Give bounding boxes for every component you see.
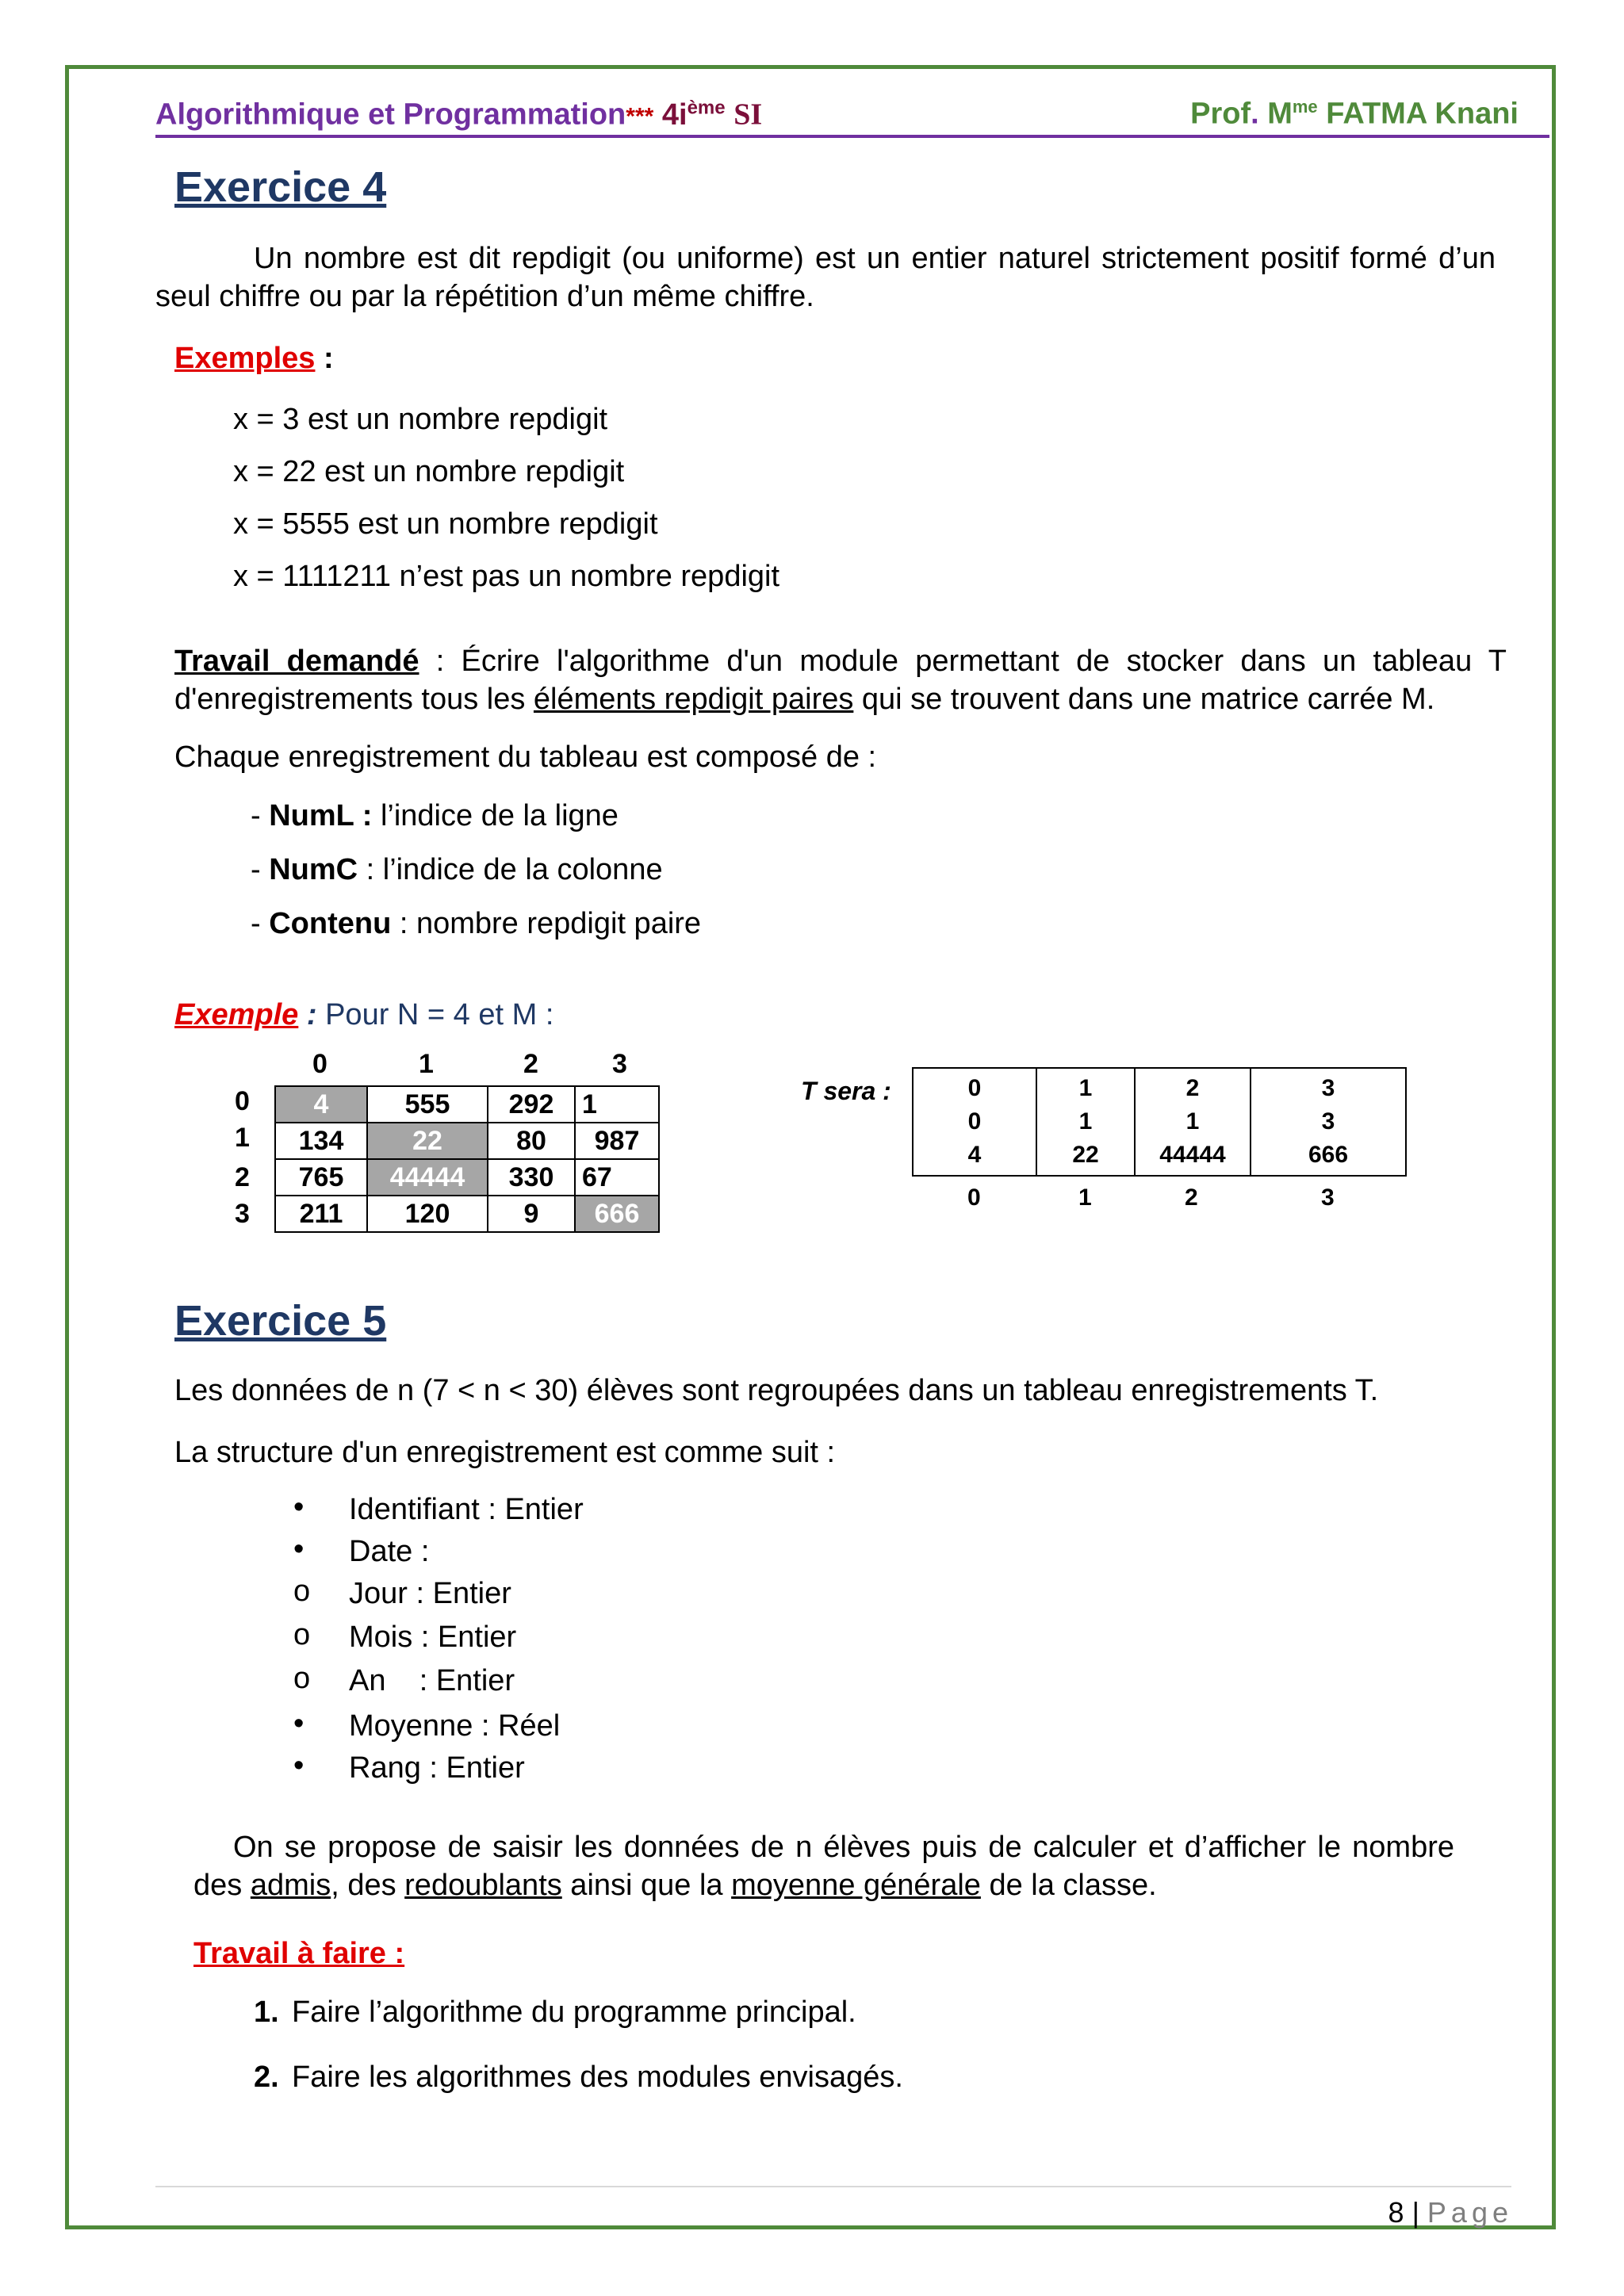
matrix-cell: 134 <box>275 1123 367 1159</box>
field-dash: - <box>251 799 270 832</box>
ex4-title: Exercice 4 <box>174 163 387 211</box>
ex5-para-1: On se propose de saisir les données de n élèves puis de calculer et d’afficher le nombre des <box>193 1831 1454 1902</box>
ex4-intro: Un nombre est dit repdigit (ou uniforme) est un entier naturel strictement positif formé d’un seul chiffre ou par la répétition d’un même chiffre. <box>155 242 1496 313</box>
field-desc: : nombre repdigit paire <box>391 907 702 940</box>
ex5-line2: La structure d'un enregistrement est comme suit : <box>174 1436 836 1469</box>
matrix-cell: 67 <box>575 1159 659 1196</box>
header-divider <box>155 135 1549 138</box>
ex5-paragraph <box>193 1828 1454 1904</box>
t-cell-contenu: 4 <box>967 1142 982 1168</box>
header-level-text: 4i <box>661 98 688 132</box>
t-index: 0 <box>967 1184 981 1211</box>
field-desc: : l’indice de la colonne <box>358 853 663 886</box>
t-table <box>912 1067 1407 1177</box>
header-author <box>1190 97 1519 132</box>
ex4-example-1: x = 3 est un nombre repdigit <box>233 403 608 436</box>
header-prof: Prof <box>1190 97 1251 131</box>
header-subject: Algorithmique et Programmation <box>155 98 626 132</box>
header-level-sup: ème <box>687 97 726 118</box>
t-cell <box>913 1068 1036 1176</box>
matrix-cell: 120 <box>367 1196 488 1232</box>
field-name: NumL : <box>269 799 373 832</box>
header-title <box>155 97 762 132</box>
ex5-work-label: Travail à faire : <box>193 1937 405 1970</box>
field-dash: - <box>251 853 270 886</box>
ex5-structure-item: Moyenne : Réel <box>349 1709 561 1743</box>
t-cell-contenu: 666 <box>1308 1142 1349 1168</box>
t-cell-numl: 1 <box>1078 1075 1093 1101</box>
matrix-cell: 9 <box>488 1196 575 1232</box>
ex5-bullet: o <box>293 1575 311 1608</box>
matrix-cell: 666 <box>575 1196 659 1232</box>
t-cell-contenu: 44444 <box>1159 1142 1226 1168</box>
matrix-cell: 4 <box>275 1086 367 1123</box>
ex4-examples-heading <box>174 339 334 377</box>
footer-divider <box>155 2186 1511 2187</box>
matrix-cell: 765 <box>275 1159 367 1196</box>
matrix-cell: 211 <box>275 1196 367 1232</box>
field-name: Contenu <box>269 907 392 940</box>
ex4-task-text-1: : Écrire l'algorithme d'un module permettant de stocker dans un tableau T d'enregistrements tous les <box>174 645 1507 716</box>
header-prof-sup: me <box>1292 97 1318 117</box>
ex5-structure-item: Identifiant : Entier <box>349 1493 584 1526</box>
table-row <box>275 1086 659 1123</box>
t-index: 2 <box>1185 1184 1198 1211</box>
header-level <box>662 98 726 132</box>
table-row <box>275 1123 659 1159</box>
matrix-cell: 987 <box>575 1123 659 1159</box>
t-cell-numl: 3 <box>1321 1075 1335 1101</box>
t-index: 3 <box>1321 1184 1335 1211</box>
ex5-para-admis: admis <box>250 1869 331 1902</box>
ex4-task-label: Travail demandé <box>174 645 419 678</box>
t-cell-numl: 0 <box>967 1075 982 1101</box>
matrix-cell: 1 <box>575 1086 659 1123</box>
ex5-structure-item: Mois : Entier <box>349 1621 517 1654</box>
ex5-task-num: 2. <box>254 2061 279 2094</box>
ex5-bullet: • <box>293 1749 304 1782</box>
field-dash: - <box>251 907 270 940</box>
t-cell-contenu: 22 <box>1072 1142 1099 1168</box>
ex5-bullet: • <box>293 1490 304 1524</box>
ex4-task <box>174 642 1507 718</box>
matrix-cell: 555 <box>367 1086 488 1123</box>
ex4-example-colon: : <box>298 998 317 1031</box>
t-cell-numl: 2 <box>1185 1075 1200 1101</box>
ex4-example-3: x = 5555 est un nombre repdigit <box>233 507 658 541</box>
table-row <box>275 1196 659 1232</box>
ex5-line1: Les données de n (7 < n < 30) élèves sont regroupées dans un tableau enregistrements T. <box>174 1374 1379 1407</box>
t-cell <box>1036 1068 1135 1176</box>
ex5-para-2: , des <box>331 1869 405 1902</box>
t-cell-numc: 1 <box>1078 1108 1093 1135</box>
matrix-cell: 44444 <box>367 1159 488 1196</box>
ex5-task-text: Faire l’algorithme du programme principal. <box>292 1996 856 2029</box>
ex4-examples-colon: : <box>315 342 334 375</box>
t-cell-numc: 1 <box>1185 1108 1200 1135</box>
ex5-task-text: Faire les algorithmes des modules envisagés. <box>292 2061 903 2094</box>
ex4-example-label: Exemple <box>174 998 299 1031</box>
t-cell-numc: 3 <box>1321 1108 1335 1135</box>
t-cell <box>1135 1068 1251 1176</box>
ex4-examples-label: Exemples <box>174 342 316 375</box>
ex4-field-numc <box>251 851 663 889</box>
ex5-para-3: ainsi que la <box>561 1869 732 1902</box>
matrix-cell: 80 <box>488 1123 575 1159</box>
ex4-example-4: x = 1111211 n’est pas un nombre repdigit <box>233 560 780 593</box>
matrix-col-2: 2 <box>523 1049 538 1079</box>
ex4-task-text-2: qui se trouvent dans une matrice carrée M. <box>853 683 1435 716</box>
ex5-structure-item: Rang : Entier <box>349 1751 525 1785</box>
ex4-example-heading <box>174 996 553 1034</box>
ex5-bullet: o <box>293 1618 311 1651</box>
table-row <box>275 1159 659 1196</box>
field-name: NumC <box>269 853 358 886</box>
page-number: 8 <box>1388 2196 1404 2229</box>
matrix-row-2: 2 <box>235 1162 250 1192</box>
t-index: 1 <box>1078 1184 1092 1211</box>
ex4-field-numl <box>251 797 619 835</box>
ex5-para-4: de la classe. <box>980 1869 1157 1902</box>
footer-page <box>1388 2196 1513 2229</box>
matrix-col-1: 1 <box>419 1049 434 1079</box>
ex5-structure-item: An : Entier <box>349 1664 515 1697</box>
t-cell-numc: 0 <box>967 1108 982 1135</box>
field-desc: l’indice de la ligne <box>372 799 619 832</box>
matrix-row-3: 3 <box>235 1199 250 1229</box>
ex4-record-intro: Chaque enregistrement du tableau est composé de : <box>174 740 877 774</box>
page-word: Page <box>1427 2196 1513 2229</box>
ex5-bullet: • <box>293 1707 304 1740</box>
header-section: SI <box>733 98 763 132</box>
header-prof-name: FATMA Knani <box>1326 97 1519 131</box>
matrix-m <box>274 1085 660 1233</box>
ex4-example-text: Pour N = 4 et M : <box>316 998 554 1031</box>
ex5-structure-item: Jour : Entier <box>349 1577 511 1610</box>
header-stars: *** <box>626 103 654 130</box>
ex5-para-moyenne: moyenne générale <box>731 1869 981 1902</box>
matrix-col-0: 0 <box>312 1049 327 1079</box>
header-prof-m: M <box>1267 97 1293 131</box>
page-separator: | <box>1404 2196 1427 2229</box>
matrix-row-0: 0 <box>235 1086 250 1116</box>
ex5-structure-item: Date : <box>349 1535 430 1568</box>
matrix-cell: 22 <box>367 1123 488 1159</box>
ex5-para-redoublants: redoublants <box>404 1869 562 1902</box>
ex4-example-2: x = 22 est un nombre repdigit <box>233 455 625 488</box>
t-cell <box>1251 1068 1406 1176</box>
ex4-field-contenu <box>251 905 701 943</box>
matrix-cell: 330 <box>488 1159 575 1196</box>
matrix-cell: 292 <box>488 1086 575 1123</box>
header-prof-dot: . <box>1251 97 1259 131</box>
ex5-bullet: • <box>293 1533 304 1566</box>
matrix-col-3: 3 <box>612 1049 627 1079</box>
ex5-task-num: 1. <box>254 1996 279 2029</box>
matrix-row-1: 1 <box>235 1123 250 1153</box>
ex4-task-underlined: éléments repdigit paires <box>533 683 854 716</box>
table-row <box>913 1068 1406 1176</box>
t-label: T sera : <box>801 1077 891 1105</box>
ex5-title: Exercice 5 <box>174 1297 387 1345</box>
ex5-bullet: o <box>293 1662 311 1695</box>
